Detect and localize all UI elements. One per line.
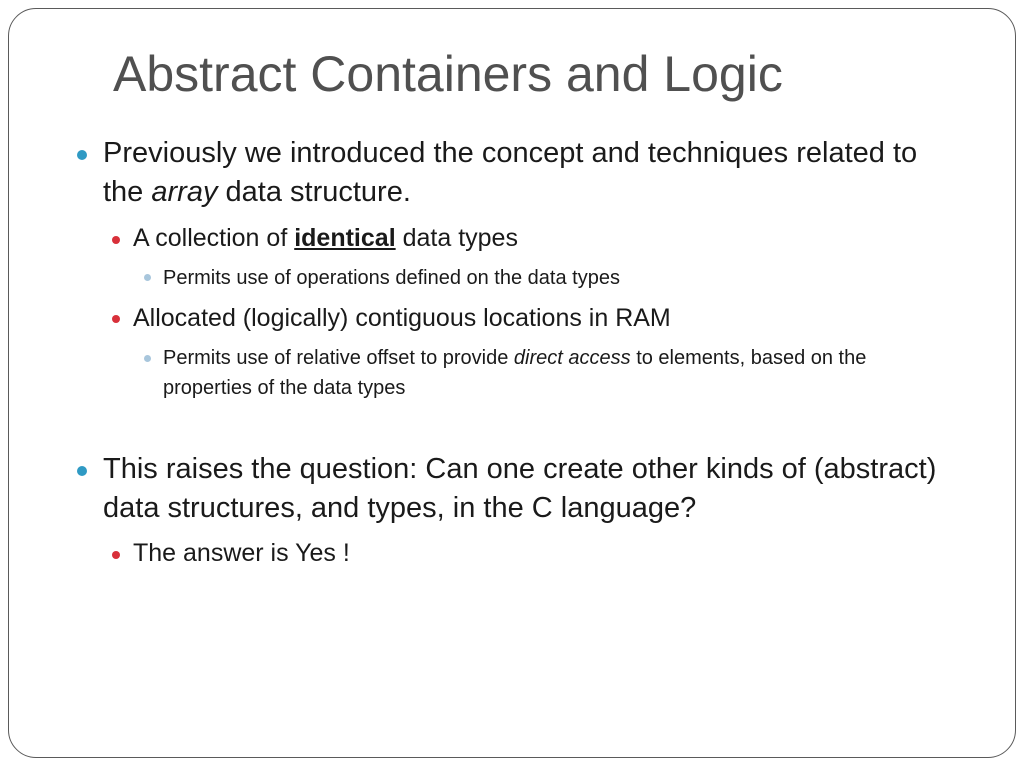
bullet-collection-identical: [133, 222, 933, 254]
bullet-allocated-contiguous: [133, 302, 933, 334]
slide-title: Abstract Containers and Logic: [113, 46, 783, 102]
bullet-dot-icon: [112, 315, 120, 323]
bullet-text: data structure.: [217, 176, 411, 208]
bullet-text: Allocated (logically) contiguous locations in RAM: [133, 304, 671, 332]
bullet-text: Permits use of operations defined on the data types: [163, 267, 620, 289]
bullet-text: to elements, based on the properties of the data types: [163, 347, 867, 399]
emphasis-array: array: [151, 176, 218, 208]
bullet-dot-icon: [112, 236, 120, 244]
bullet-dot-icon: [77, 466, 87, 476]
bullet-permits-operations: [163, 263, 953, 293]
bullet-text: data types: [395, 224, 518, 252]
bullet-dot-icon: [144, 274, 151, 281]
bullet-text: Previously we introduced the concept and techniques related to the: [103, 137, 918, 208]
emphasis-identical: identical: [294, 224, 396, 252]
bullet-text: This raises the question: Can one create other kinds of (abstract) data structures, and types, in the C language?: [103, 453, 937, 524]
bullet-dot-icon: [112, 551, 120, 559]
bullet-answer-yes: [133, 537, 933, 569]
bullet-dot-icon: [77, 150, 87, 160]
bullet-raises-question: [103, 450, 973, 528]
bullet-previously-introduced: [103, 134, 933, 212]
emphasis-direct-access: direct access: [513, 347, 631, 369]
bullet-dot-icon: [144, 355, 151, 362]
bullet-relative-offset: [163, 343, 923, 403]
bullet-text: A collection of: [133, 224, 295, 252]
bullet-text: Permits use of relative offset to provide: [163, 347, 514, 369]
bullet-text: The answer is Yes !: [133, 539, 350, 567]
